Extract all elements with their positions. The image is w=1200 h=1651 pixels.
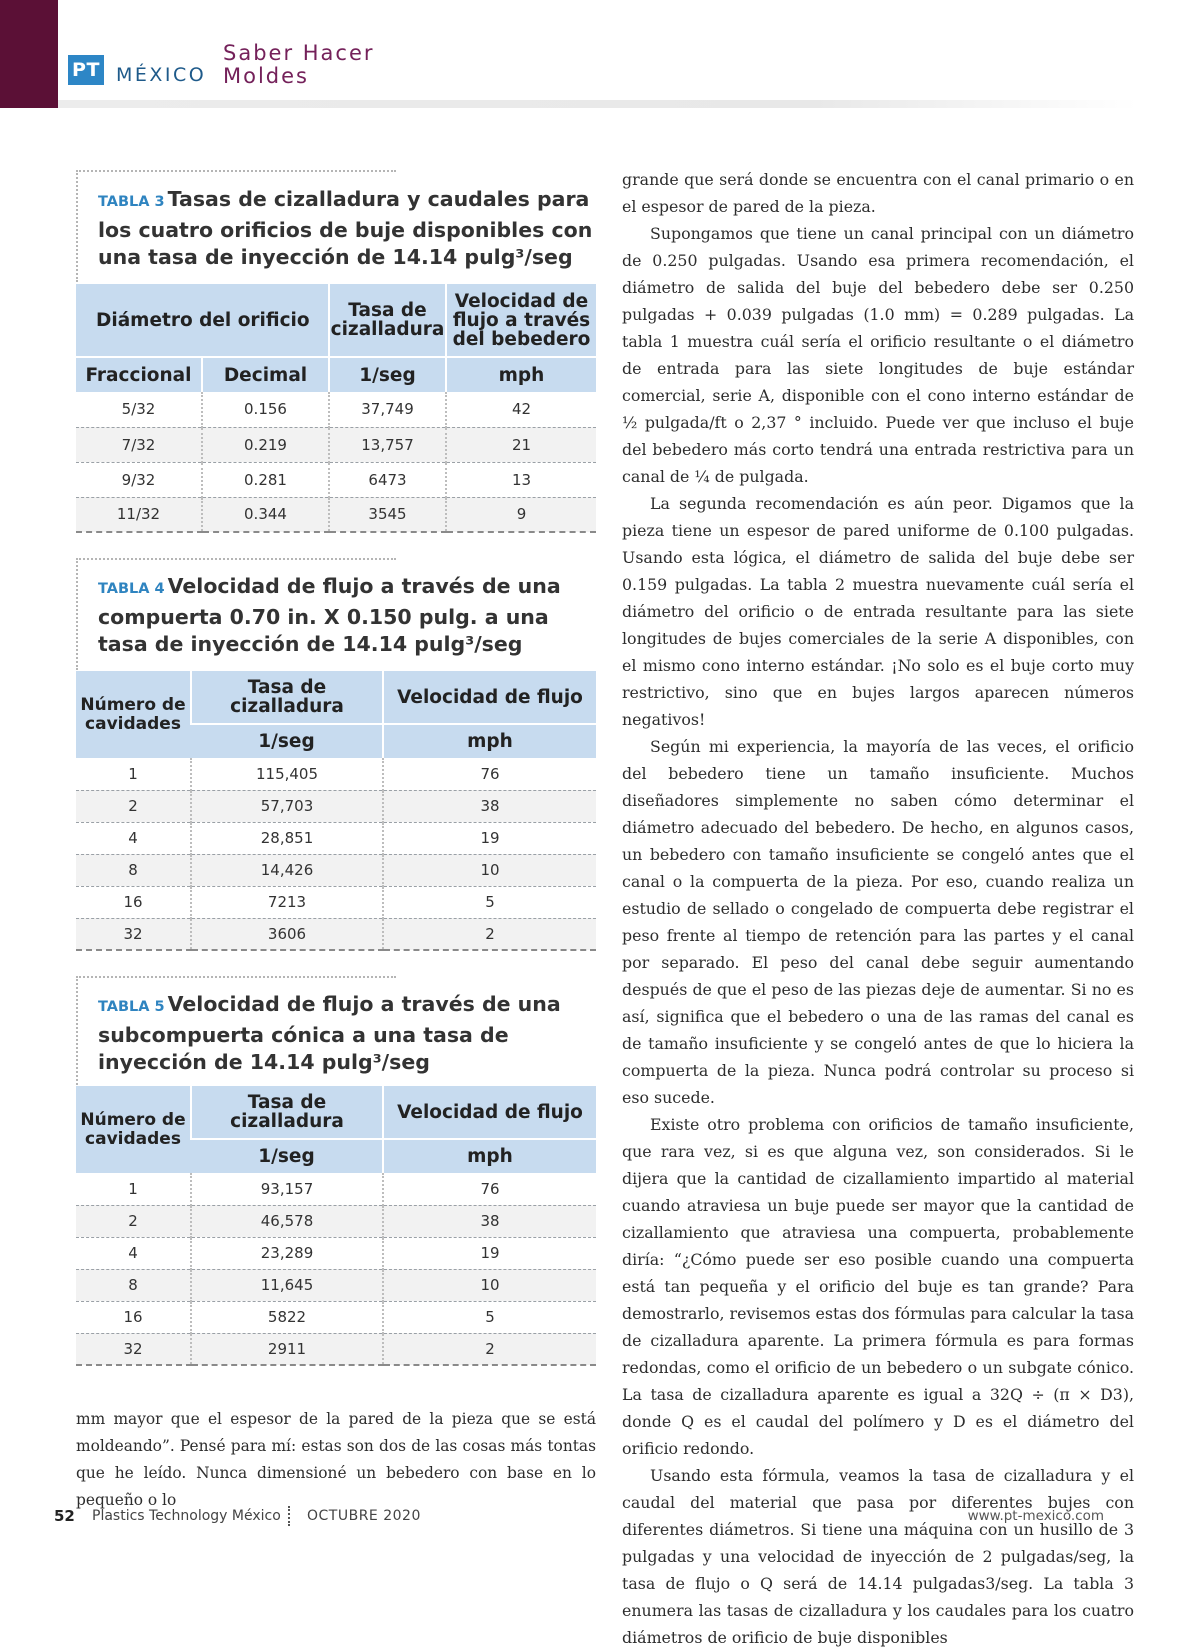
cell-fraction: 9/32 — [76, 462, 202, 497]
website-link[interactable]: www.pt-mexico.com — [967, 1508, 1104, 1524]
issue-date: OCTUBRE 2020 — [307, 1508, 421, 1524]
table-3-label: TABLA 3 — [98, 194, 165, 210]
caption-dotted-border — [76, 558, 396, 560]
section-subtitle: Moldes — [223, 64, 309, 88]
cell-cavities: 32 — [76, 918, 191, 950]
header-fractional: Fraccional — [76, 357, 202, 392]
table-4-label: TABLA 4 — [98, 581, 165, 597]
table-row — [76, 1173, 596, 1205]
table-row — [76, 918, 596, 950]
cell-fraction: 7/32 — [76, 427, 202, 462]
logo-country: MÉXICO — [116, 64, 207, 86]
section-title: Saber Hacer — [223, 41, 375, 65]
cell-velocity: 5 — [383, 886, 596, 918]
cell-fraction: 5/32 — [76, 392, 202, 427]
cell-cavities: 32 — [76, 1333, 191, 1365]
cell-velocity: 76 — [383, 758, 596, 790]
table-3 — [76, 284, 596, 533]
header-unit-per-second: 1/seg — [329, 357, 446, 392]
table-5 — [76, 1086, 596, 1366]
header-divider — [58, 100, 1138, 108]
caption-dotted-border — [76, 558, 78, 670]
cell-shear: 46,578 — [191, 1205, 383, 1237]
cell-shear: 7213 — [191, 886, 383, 918]
cell-shear: 5822 — [191, 1301, 383, 1333]
header-decimal: Decimal — [202, 357, 329, 392]
table-row — [76, 790, 596, 822]
cell-velocity: 19 — [383, 822, 596, 854]
cell-shear: 2911 — [191, 1333, 383, 1365]
header-cavities: Número de cavidades — [76, 1086, 191, 1173]
header-flow-velocity: Velocidad de flujo — [383, 671, 596, 724]
header-color-bar — [0, 0, 58, 108]
header-unit-per-second: 1/seg — [191, 724, 383, 758]
body-paragraph: Supongamos que tiene un canal principal con un diámetro de 0.250 pulgadas. Usando esa primera recomendación, el diámetro de salida del buje del bebedero debe ser 0.250 pulgadas + 0.039 pulgadas (1.0 mm) = 0.289 pulgadas. La tabla 1 muestra cuál sería el orificio resultante o el diámetro de entrada para las siete longitudes de buje estándar comercial, serie A, disponible con el cono interno estándar de ½ pulgada/ft o 2,37 ° incluido. Puede ver que incluso el buje del bebedero más corto tendrá una entrada restrictiva para un canal de ¼ de pulgada. — [622, 224, 1134, 486]
cell-velocity: 21 — [446, 427, 596, 462]
table-4-title: Velocidad de flujo a través de una compuerta 0.70 in. X 0.150 pulg. a una tasa de inyección de 14.14 pulg³/seg — [98, 574, 561, 656]
body-paragraph: La segunda recomendación es aún peor. Digamos que la pieza tiene un espesor de pared uniforme de 0.100 pulgadas. Usando esta lógica, el diámetro de salida del buje debe ser 0.159 pulgadas. La tabla 2 muestra nuevamente cuál sería el diámetro del orificio o de entrada resultante para las siete longitudes de bujes comerciales de la serie A disponibles, con el mismo cono interno estándar. ¡No solo es el buje corto muy restrictivo, sino que en bujes largos aparecen números negativos! — [622, 494, 1134, 729]
cell-velocity: 10 — [383, 1269, 596, 1301]
body-paragraph: mm mayor que el espesor de la pared de la pieza que se está moldeando”. Pensé para mí: estas son dos de las cosas más tontas que he leído. Nunca dimensioné un bebedero con base en lo pequeño o lo — [76, 1410, 596, 1509]
table-5-title: Velocidad de flujo a través de una subcompuerta cónica a una tasa de inyección de 14.14 pulg³/seg — [98, 992, 561, 1074]
publication-name: Plastics Technology México — [92, 1508, 281, 1524]
cell-velocity: 42 — [446, 392, 596, 427]
cell-shear: 3606 — [191, 918, 383, 950]
cell-decimal: 0.156 — [202, 392, 329, 427]
cell-velocity: 76 — [383, 1173, 596, 1205]
table-4-block — [76, 558, 596, 953]
body-paragraph: Existe otro problema con orificios de tamaño insuficiente, que rara vez, si es que alguna vez, son considerados. Si le dijera que la cantidad de cizallamiento impartido al material cuando atraviesa un buje puede ser mayor que la cantidad de cizallamiento que atraviesa una compuerta, probablemente diría: “¿Cómo puede ser eso posible cuando una compuerta está tan pequeña y el orificio del buje es tan grande? Para demostrarlo, revisemos estas dos fórmulas para calcular la tasa de cizalladura aparente. La primera fórmula es para formas redondas, como el orificio de un bebedero o un subgate cónico. La tasa de cizalladura aparente es igual a 32Q ÷ (π × D3), donde Q es el caudal del polímero y D es el diámetro del orificio redondo. — [622, 1115, 1134, 1458]
cell-cavities: 2 — [76, 1205, 191, 1237]
cell-decimal: 0.344 — [202, 497, 329, 532]
cell-velocity: 38 — [383, 790, 596, 822]
table-row — [76, 1301, 596, 1333]
table-row — [76, 1205, 596, 1237]
cell-velocity: 2 — [383, 1333, 596, 1365]
cell-shear: 57,703 — [191, 790, 383, 822]
caption-dotted-border — [76, 976, 396, 978]
cell-shear: 6473 — [329, 462, 446, 497]
table-row — [76, 1237, 596, 1269]
cell-velocity: 9 — [446, 497, 596, 532]
header-unit-mph: mph — [383, 1139, 596, 1173]
cell-decimal: 0.281 — [202, 462, 329, 497]
cell-velocity: 38 — [383, 1205, 596, 1237]
table-3-block — [76, 170, 596, 540]
cell-velocity: 13 — [446, 462, 596, 497]
cell-cavities: 1 — [76, 758, 191, 790]
cell-velocity: 19 — [383, 1237, 596, 1269]
header-flow-velocity: Velocidad de flujo — [383, 1086, 596, 1139]
cell-cavities: 16 — [76, 886, 191, 918]
cell-shear: 28,851 — [191, 822, 383, 854]
cell-shear: 11,645 — [191, 1269, 383, 1301]
body-paragraph: grande que será donde se encuentra con el canal primario o en el espesor de pared de la pieza. — [622, 170, 1134, 216]
header-cavities: Número de cavidades — [76, 671, 191, 758]
table-3-caption — [98, 186, 596, 272]
header-shear-rate: Tasa de cizalladura — [329, 284, 446, 357]
body-paragraph: Usando esta fórmula, veamos la tasa de cizalladura y el caudal del material que pasa por diferentes bujes con diferentes diámetros. Si tiene una máquina con un husillo de 3 pulgadas y una velocidad de inyección de 2 pulgadas/seg, la tasa de flujo o Q será de 14.14 pulgadas3/seg. La tabla 3 enumera las tasas de cizalladura y los caudales para los cuatro diámetros de orificio de buje disponibles — [622, 1466, 1134, 1647]
pt-logo: PT — [68, 55, 104, 85]
cell-cavities: 4 — [76, 822, 191, 854]
table-row — [76, 392, 596, 427]
header-unit-mph: mph — [383, 724, 596, 758]
table-row — [76, 497, 596, 532]
caption-dotted-border — [76, 170, 78, 282]
cell-shear: 23,289 — [191, 1237, 383, 1269]
table-row — [76, 822, 596, 854]
table-row — [76, 427, 596, 462]
caption-dotted-border — [76, 976, 78, 1088]
header-unit-per-second: 1/seg — [191, 1139, 383, 1173]
cell-shear: 93,157 — [191, 1173, 383, 1205]
cell-cavities: 8 — [76, 854, 191, 886]
cell-shear: 14,426 — [191, 854, 383, 886]
footer-separator — [288, 1506, 290, 1526]
cell-shear: 3545 — [329, 497, 446, 532]
cell-cavities: 16 — [76, 1301, 191, 1333]
cell-shear: 37,749 — [329, 392, 446, 427]
table-row — [76, 462, 596, 497]
cell-shear: 13,757 — [329, 427, 446, 462]
header-flow-velocity: Velocidad de flujo a través del bebedero — [446, 284, 596, 357]
caption-dotted-border — [76, 170, 396, 172]
table-4-caption — [98, 573, 596, 659]
right-column-text — [622, 166, 1134, 1651]
cell-velocity: 2 — [383, 918, 596, 950]
table-row — [76, 854, 596, 886]
cell-velocity: 10 — [383, 854, 596, 886]
header-shear-rate: Tasa de cizalladura — [191, 1086, 383, 1139]
cell-cavities: 2 — [76, 790, 191, 822]
cell-fraction: 11/32 — [76, 497, 202, 532]
header-unit-mph: mph — [446, 357, 596, 392]
left-column-text — [76, 1406, 596, 1514]
table-row — [76, 1333, 596, 1365]
page-number: 52 — [54, 1507, 75, 1525]
header-diameter: Diámetro del orificio — [76, 284, 329, 357]
table-row — [76, 758, 596, 790]
table-5-block — [76, 976, 596, 1371]
table-5-caption — [98, 991, 596, 1077]
body-paragraph: Según mi experiencia, la mayoría de las veces, el orificio del bebedero tiene un tamaño insuficiente. Muchos diseñadores simplemente no saben cómo determinar el diámetro adecuado del bebedero. De hecho, en algunos casos, un bebedero con tamaño insuficiente se congeló antes que el canal o la compuerta de la pieza. Por eso, cuando realiza un estudio de sellado o congelado de compuerta debe registrar el peso frente al tiempo de retención para las partes y el canal por separado. El peso del canal debe seguir aumentando después de que el peso de las piezas deje de aumentar. Si no es así, significa que el bebedero o una de las ramas del canal es de tamaño insuficiente y se congeló antes de que lo hiciera la compuerta de la pieza. Nunca podrá controlar su proceso si eso sucede. — [622, 737, 1134, 1107]
table-5-label: TABLA 5 — [98, 999, 165, 1015]
cell-cavities: 1 — [76, 1173, 191, 1205]
table-4 — [76, 671, 596, 951]
header-shear-rate: Tasa de cizalladura — [191, 671, 383, 724]
table-3-title: Tasas de cizalladura y caudales para los cuatro orificios de buje disponibles con una tasa de inyección de 14.14 pulg³/seg — [98, 187, 593, 269]
cell-decimal: 0.219 — [202, 427, 329, 462]
cell-velocity: 5 — [383, 1301, 596, 1333]
table-row — [76, 1269, 596, 1301]
cell-shear: 115,405 — [191, 758, 383, 790]
cell-cavities: 4 — [76, 1237, 191, 1269]
table-row — [76, 886, 596, 918]
cell-cavities: 8 — [76, 1269, 191, 1301]
